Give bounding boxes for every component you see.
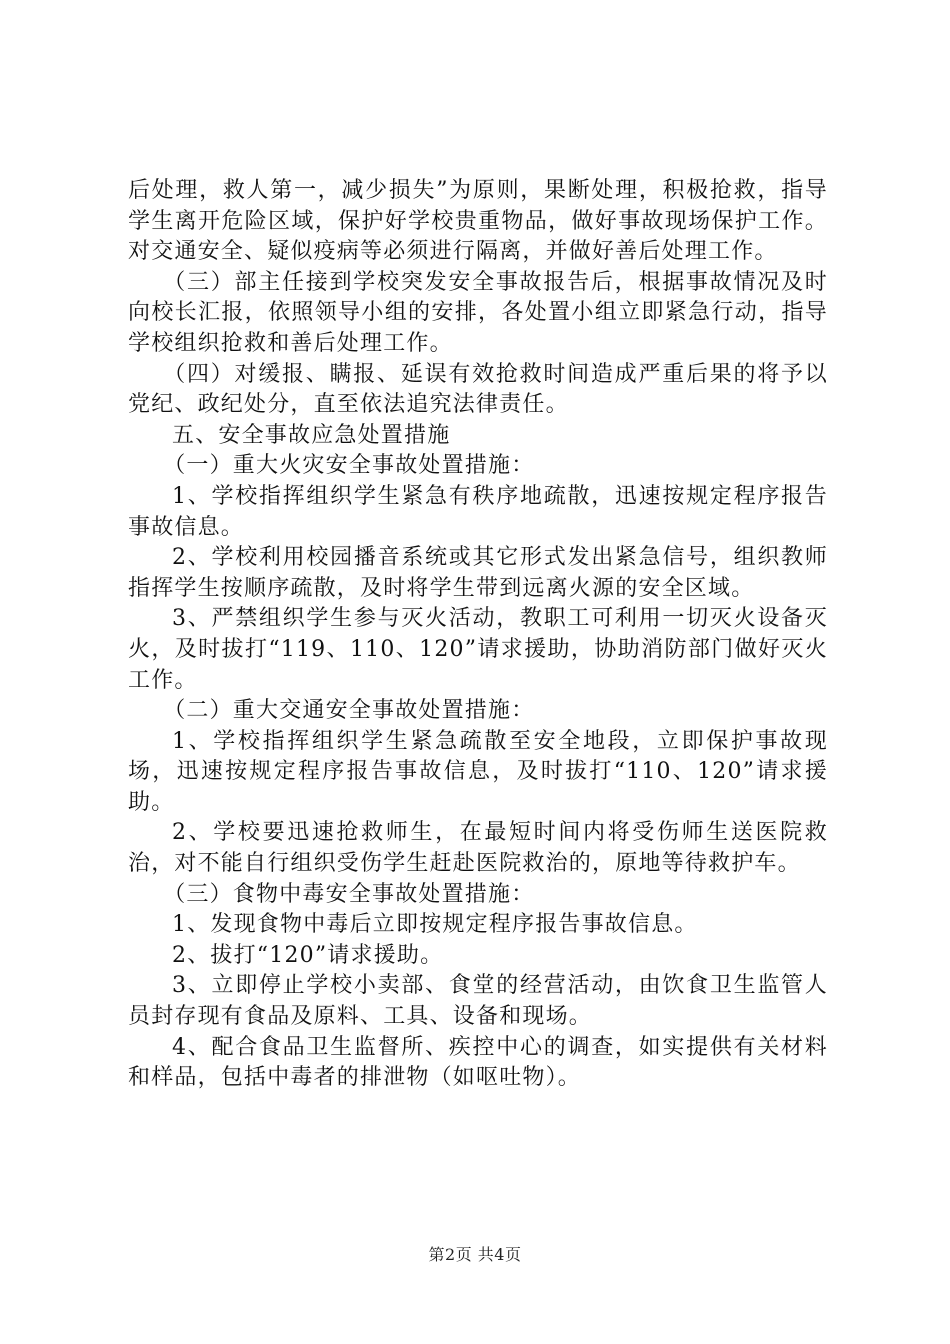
subsection-heading: （二）重大交通安全事故处置措施：	[163, 698, 535, 724]
paragraph: 后处理，救人第一，减少损失”为原则，果断处理，积极抢救，指导学生离开危险区域，保护好学校贵重物品，做好事故现场保护工作。对交通安全、疑似疫病等必须进行隔离，并做好善后处理工作。	[128, 178, 828, 265]
paragraph: 4、配合食品卫生监督所、疾控中心的调查，如实提供有关材料和样品，包括中毒者的排泄物（如呕吐物）。	[128, 1034, 828, 1091]
paragraph: 2、学校利用校园播音系统或其它形式发出紧急信号，组织教师指挥学生按顺序疏散，及时将学生带到远离火源的安全区域。	[128, 545, 828, 601]
paragraph: （三）部主任接到学校突发安全事故报告后，根据事故情况及时向校长汇报，依照领导小组的安排，各处置小组立即紧急行动，指导学校组织抢救和善后处理工作。	[128, 269, 828, 356]
subsection-heading: （三）食物中毒安全事故处置措施：	[163, 881, 535, 907]
document-body	[128, 176, 828, 1094]
paragraph: 3、严禁组织学生参与灭火活动，教职工可利用一切灭火设备灭火，及时拔打“119、110、120”请求援助，协助消防部门做好灭火工作。	[128, 606, 828, 693]
paragraph: 3、立即停止学校小卖部、食堂的经营活动，由饮食卫生监管人员封存现有食品及原料、工具、设备和现场。	[128, 973, 828, 1030]
section-heading: 五、安全事故应急处置措施	[172, 422, 451, 448]
paragraph: 1、学校指挥组织学生紧急有秩序地疏散，迅速按规定程序报告事故信息。	[128, 483, 828, 540]
page-number-footer: 第2页 共4页	[428, 1245, 522, 1264]
paragraph: 1、学校指挥组织学生紧急疏散至安全地段，立即保护事故现场，迅速按规定程序报告事故信息，及时拔打“110、120”请求援助。	[128, 728, 828, 815]
paragraph: 1、发现食物中毒后立即按规定程序报告事故信息。	[172, 912, 698, 938]
paragraph: 2、学校要迅速抢救师生，在最短时间内将受伤师生送医院救治，对不能自行组织受伤学生赶赴医院救治的，原地等待救护车。	[128, 820, 828, 877]
paragraph: 2、拔打“120”请求援助。	[172, 942, 444, 968]
paragraph: （四）对缓报、瞒报、延误有效抢救时间造成严重后果的将予以党纪、政纪处分，直至依法追究法律责任。	[128, 361, 828, 418]
subsection-heading: （一）重大火灾安全事故处置措施：	[163, 453, 535, 479]
